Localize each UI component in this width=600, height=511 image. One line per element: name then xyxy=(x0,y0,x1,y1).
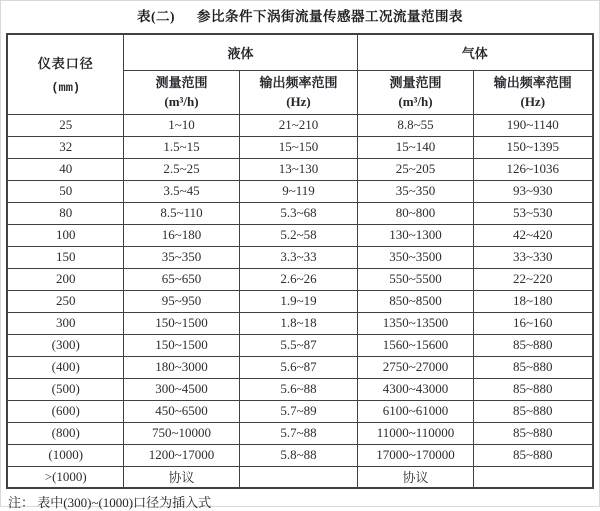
cell-liquid-range: 65~650 xyxy=(123,268,239,290)
cell-gas-freq: 16~160 xyxy=(474,312,593,334)
table-row xyxy=(7,114,592,136)
cell-gas-freq: 85~880 xyxy=(474,334,593,356)
cell-liquid-freq: 5.8~88 xyxy=(239,444,357,466)
cell-gas-freq: 22~220 xyxy=(474,268,593,290)
cell-liquid-freq: 5.5~87 xyxy=(239,334,357,356)
cell-gas-freq: 85~880 xyxy=(474,356,593,378)
cell-gas-range: 25~205 xyxy=(358,158,474,180)
header-gas-freq xyxy=(474,70,593,114)
liquid-freq-unit: (Hz) xyxy=(286,94,311,109)
table-row xyxy=(7,444,592,466)
cell-gas-freq: 85~880 xyxy=(474,400,593,422)
cell-gas-range: 1350~13500 xyxy=(358,312,474,334)
table-row xyxy=(7,356,592,378)
header-liquid-freq xyxy=(239,70,357,114)
cell-liquid-range: 150~1500 xyxy=(123,334,239,356)
cell-liquid-freq: 1.8~18 xyxy=(239,312,357,334)
cell-gas-range: 850~8500 xyxy=(358,290,474,312)
cell-diameter: (300) xyxy=(7,334,123,356)
cell-liquid-freq: 3.3~33 xyxy=(239,246,357,268)
cell-diameter: 100 xyxy=(7,224,123,246)
liquid-range-unit: (m³/h) xyxy=(164,94,199,109)
cell-diameter: 25 xyxy=(7,114,123,136)
cell-gas-freq: 85~880 xyxy=(474,422,593,444)
gas-freq-unit: (Hz) xyxy=(520,94,546,109)
cell-liquid-freq: 5.7~89 xyxy=(239,400,357,422)
table-row xyxy=(7,180,592,202)
cell-liquid-range: 450~6500 xyxy=(123,400,239,422)
cell-liquid-range: 300~4500 xyxy=(123,378,239,400)
cell-gas-range: 2750~27000 xyxy=(358,356,474,378)
table-row xyxy=(7,224,592,246)
header-diameter xyxy=(7,34,123,114)
cell-liquid-freq: 5.3~68 xyxy=(239,202,357,224)
cell-gas-range: 1560~15600 xyxy=(358,334,474,356)
cell-liquid-freq: 9~119 xyxy=(239,180,357,202)
cell-liquid-freq: 2.6~26 xyxy=(239,268,357,290)
cell-liquid-freq: 5.6~88 xyxy=(239,378,357,400)
cell-diameter: (800) xyxy=(7,422,123,444)
flow-range-table xyxy=(6,33,593,489)
table-row xyxy=(7,136,592,158)
cell-liquid-freq xyxy=(239,466,357,488)
liquid-range-label: 测量范围 xyxy=(155,75,208,90)
cell-gas-range: 35~350 xyxy=(358,180,474,202)
cell-gas-freq: 150~1395 xyxy=(474,136,593,158)
cell-gas-freq xyxy=(474,466,593,488)
cell-gas-range: 4300~43000 xyxy=(358,378,474,400)
table-row xyxy=(7,422,592,444)
cell-gas-range: 8.8~55 xyxy=(358,114,474,136)
header-group-liquid: 液体 xyxy=(123,34,357,70)
cell-liquid-range: 35~350 xyxy=(123,246,239,268)
cell-liquid-range: 95~950 xyxy=(123,290,239,312)
table-row xyxy=(7,334,592,356)
cell-diameter: (1000) xyxy=(7,444,123,466)
cell-liquid-range: 150~1500 xyxy=(123,312,239,334)
cell-gas-freq: 42~420 xyxy=(474,224,593,246)
table-row xyxy=(7,378,592,400)
cell-gas-range: 6100~61000 xyxy=(358,400,474,422)
cell-diameter: 80 xyxy=(7,202,123,224)
cell-liquid-range: 8.5~110 xyxy=(123,202,239,224)
cell-diameter: 250 xyxy=(7,290,123,312)
cell-liquid-freq: 21~210 xyxy=(239,114,357,136)
table-row xyxy=(7,158,592,180)
cell-liquid-range: 180~3000 xyxy=(123,356,239,378)
cell-gas-range: 11000~110000 xyxy=(358,422,474,444)
diameter-unit: (mm) xyxy=(51,81,81,96)
cell-liquid-freq: 5.7~88 xyxy=(239,422,357,444)
header-liquid-range xyxy=(123,70,239,114)
cell-gas-range: 550~5500 xyxy=(358,268,474,290)
cell-gas-freq: 126~1036 xyxy=(474,158,593,180)
cell-gas-freq: 93~930 xyxy=(474,180,593,202)
cell-gas-range: 15~140 xyxy=(358,136,474,158)
cell-gas-freq: 85~880 xyxy=(474,444,593,466)
cell-liquid-freq: 15~150 xyxy=(239,136,357,158)
cell-diameter: 200 xyxy=(7,268,123,290)
table-row xyxy=(7,202,592,224)
cell-liquid-range: 750~10000 xyxy=(123,422,239,444)
header-group-gas: 气体 xyxy=(358,34,593,70)
table-number-label: 表(二) xyxy=(137,9,175,24)
cell-gas-freq: 53~530 xyxy=(474,202,593,224)
cell-diameter: 40 xyxy=(7,158,123,180)
cell-gas-freq: 85~880 xyxy=(474,378,593,400)
table-title-text: 参比条件下涡街流量传感器工况流量范围表 xyxy=(197,9,463,24)
cell-diameter: (600) xyxy=(7,400,123,422)
cell-diameter: 150 xyxy=(7,246,123,268)
cell-liquid-range: 协议 xyxy=(123,466,239,488)
cell-liquid-range: 1.5~15 xyxy=(123,136,239,158)
cell-gas-range: 80~800 xyxy=(358,202,474,224)
table-row xyxy=(7,466,592,488)
cell-diameter: 32 xyxy=(7,136,123,158)
header-group-row xyxy=(7,34,592,70)
gas-range-unit: (m³/h) xyxy=(398,94,433,109)
table-row xyxy=(7,246,592,268)
cell-diameter: >(1000) xyxy=(7,466,123,488)
table-row xyxy=(7,290,592,312)
cell-liquid-range: 16~180 xyxy=(123,224,239,246)
page-title xyxy=(0,0,600,25)
cell-gas-range: 协议 xyxy=(358,466,474,488)
cell-diameter: 50 xyxy=(7,180,123,202)
cell-gas-freq: 33~330 xyxy=(474,246,593,268)
footnote: 注： 表中(300)~(1000)口径为插入式 xyxy=(8,495,212,510)
cell-diameter: (500) xyxy=(7,378,123,400)
cell-gas-range: 130~1300 xyxy=(358,224,474,246)
cell-gas-freq: 18~180 xyxy=(474,290,593,312)
table-row xyxy=(7,312,592,334)
cell-liquid-freq: 13~130 xyxy=(239,158,357,180)
table-row xyxy=(7,400,592,422)
cell-gas-range: 17000~170000 xyxy=(358,444,474,466)
gas-freq-label: 输出频率范围 xyxy=(493,75,572,90)
cell-liquid-range: 1~10 xyxy=(123,114,239,136)
table-body xyxy=(7,114,592,488)
header-gas-range xyxy=(358,70,474,114)
liquid-freq-label: 输出频率范围 xyxy=(259,75,338,90)
cell-liquid-freq: 1.9~19 xyxy=(239,290,357,312)
cell-gas-freq: 190~1140 xyxy=(474,114,593,136)
cell-liquid-range: 1200~17000 xyxy=(123,444,239,466)
cell-liquid-freq: 5.2~58 xyxy=(239,224,357,246)
cell-diameter: 300 xyxy=(7,312,123,334)
cell-liquid-freq: 5.6~87 xyxy=(239,356,357,378)
cell-diameter: (400) xyxy=(7,356,123,378)
cell-liquid-range: 2.5~25 xyxy=(123,158,239,180)
diameter-label: 仪表口径 xyxy=(37,56,94,72)
cell-liquid-range: 3.5~45 xyxy=(123,180,239,202)
gas-range-label: 测量范围 xyxy=(389,75,442,90)
table-row xyxy=(7,268,592,290)
cell-gas-range: 350~3500 xyxy=(358,246,474,268)
